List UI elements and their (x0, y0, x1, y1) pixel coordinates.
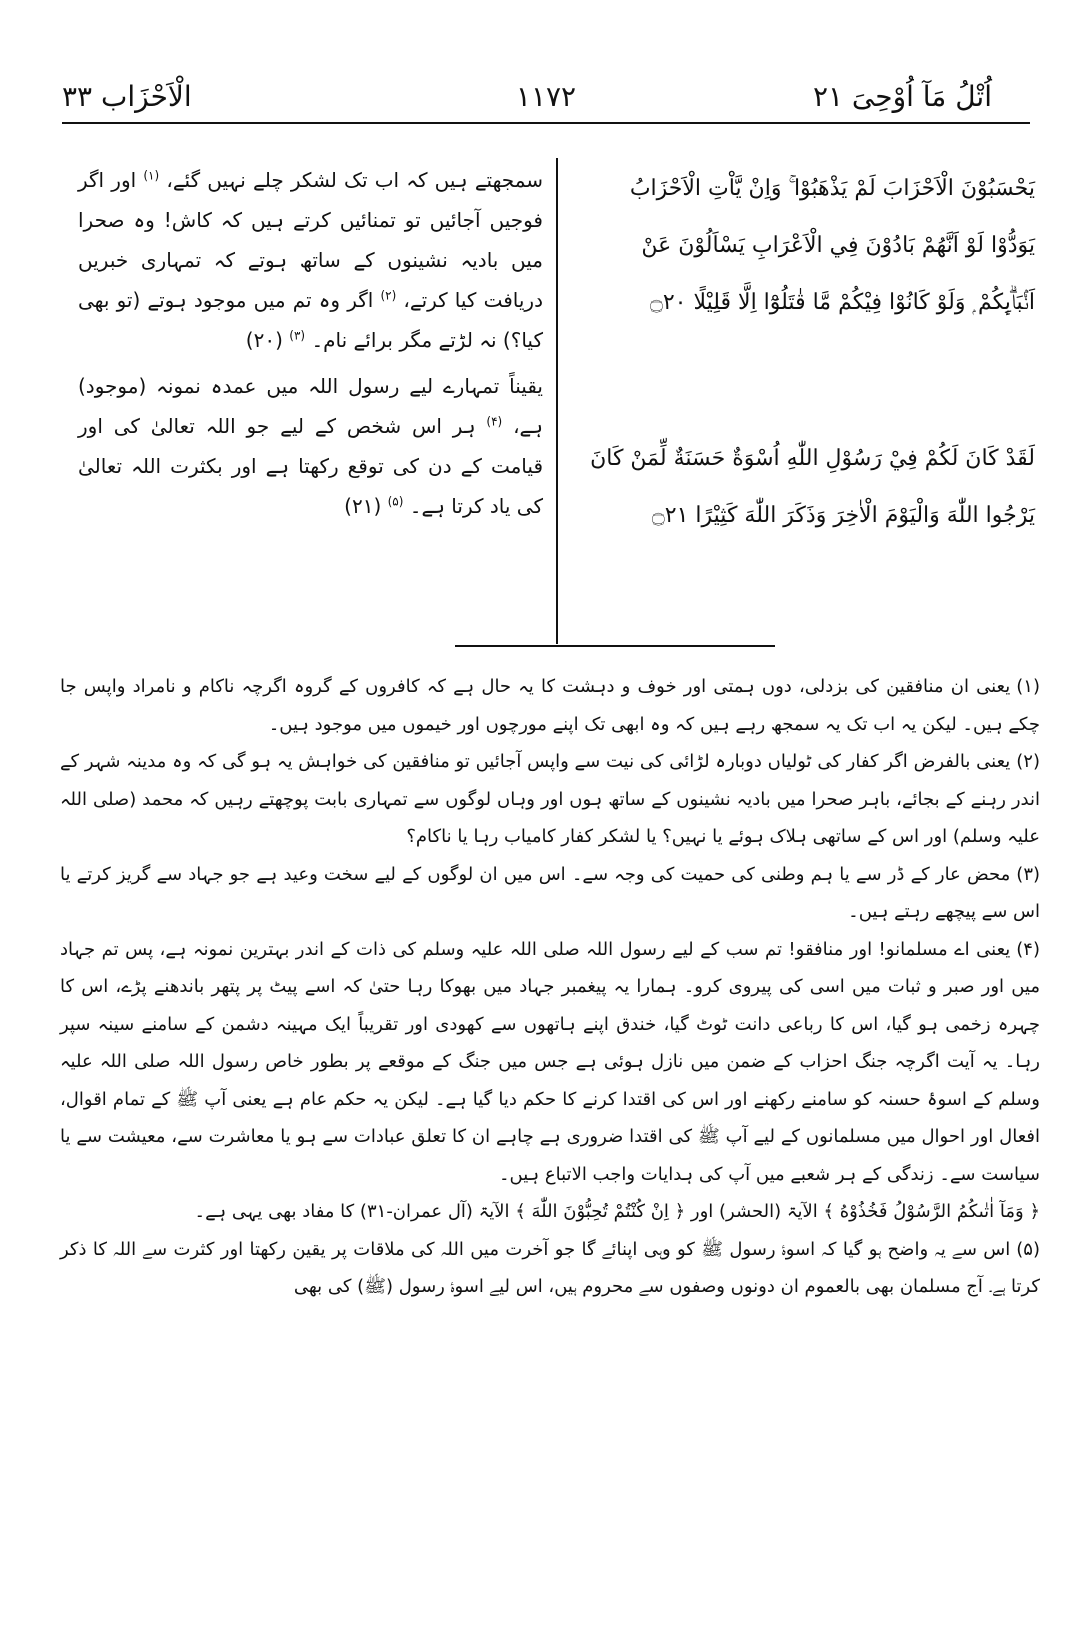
translation-text: اگر وہ تم میں موجود ہوتے (تو بھی کیا؟) نہ لڑتے مگر برائے نام۔ (78, 288, 543, 352)
translation-column (78, 160, 543, 526)
surah-title: الْاَحْزَاب ۳۳ (62, 80, 192, 113)
footnote-text: یعنی بالفرض اگر کفار کی ٹولیاں دوبارہ لڑائی کی نیت سے واپس آجائیں تو منافقین کی خواہش یہ ہو گی کہ وہ مدینہ شہر کے اندر رہنے کے بجائے، باہر صحرا میں بادیہ نشینوں کے ساتھ ہوں اور وہاں لوگوں سے تمہاری بابت پوچھتے رہیں کہ محمد (صلی اللہ علیہ وسلم) اور اس کے ساتھی ہلاک ہوئے یا نہیں؟ یا لشکر کفار کامیاب رہا یا ناکام؟ (60, 751, 1040, 847)
verse-20-translation (78, 160, 543, 360)
ayah-number-21: (۲۱) (344, 494, 382, 518)
header-rule (62, 122, 1030, 124)
footnote-5 (60, 1231, 1040, 1306)
footnote-1 (60, 668, 1040, 743)
footnote-text: یعنی اے مسلمانو! اور منافقو! تم سب کے لیے رسول اللہ صلی اللہ علیہ وسلم کی ذات کے اندر بہترین نمونہ ہے، پس تم جہاد میں اور صبر و ثبات میں اسی کی پیروی کرو۔ ہمارا یہ پیغمبر جہاد میں بھوکا رہا حتیٰ کہ اسے پیٹ پر پتھر باندھنے پڑے، اس کا چہرہ زخمی ہو گیا، اس کا رباعی دانت ٹوٹ گیا، خندق اپنے ہاتھوں سے کھودی اور تقریباً ایک مہینہ دشمن کے سامنے سینہ سپر رہا۔ یہ آیت اگرچہ جنگ احزاب کے ضمن میں نازل ہوئی ہے جس میں جنگ کے موقعے پر بطور خاص رسول اللہ صلی اللہ علیہ وسلم کے اسوۂ حسنہ کو سامنے رکھنے اور اس کی اقتدا کرنے کا حکم دیا گیا ہے۔ لیکن یہ حکم عام ہے یعنی آپ ﷺ کے تمام اقوال، افعال اور احوال میں مسلمانوں کے لیے آپ ﷺ کی اقتدا ضروری ہے چاہے ان کا تعلق عبادات سے ہو یا معاشرت سے، معیشت سے یا سیاست سے۔ زندگی کے ہر شعبے میں آپ کی ہدایات واجب الاتباع ہیں۔ (60, 938, 1040, 1185)
footnote-text: محض عار کے ڈر سے یا ہم وطنی کی حمیت کی وجہ سے۔ اس میں ان لوگوں کے لیے سخت وعید ہے جو جہاد سے گریز کرتے یا اس سے پیچھے رہتے ہیں۔ (60, 863, 1040, 922)
footnote-ref-5[interactable]: (۵) (387, 494, 404, 509)
footnote-text: اس سے یہ واضح ہو گیا کہ اسوۂ رسول ﷺ کو وہی اپنائے گا جو آخرت میں اللہ کی ملاقات پر یقین رکھتا اور کثرت سے اللہ کا ذکر کرتا ہے۔ آج مسلمان بھی بالعموم ان دونوں وصفوں سے محروم ہیں، اس لیے اسوۂ رسول (ﷺ) کی بھی (60, 1238, 1040, 1297)
footnote-ref-3[interactable]: (۳) (289, 328, 306, 343)
column-divider (556, 158, 558, 644)
footnotes (60, 668, 1040, 1306)
footnote-text: یعنی ان منافقین کی بزدلی، دوں ہمتی اور خوف و دہشت کا یہ حال ہے کہ کافروں کے گروہ اگرچہ ناکام و نامراد واپس جا چکے ہیں۔ لیکن یہ اب تک یہ سمجھ رہے ہیں کہ وہ ابھی تک اپنے مورچوں اور خیموں میں موجود ہیں۔ (60, 676, 1040, 735)
footnote-ref-1[interactable]: (۱) (143, 168, 160, 183)
verse-21-translation (78, 366, 543, 526)
juz-title: اُتْلُ مَآ اُوْحِیَ ۲۱ (812, 80, 992, 113)
verse-20-arabic: يَحْسَبُوْنَ الْاَحْزَابَ لَمْ يَذْهَبُوْا ۚ وَاِنْ يَّاْتِ الْاَحْزَابُ يَوَدُّوْا لَوْ اَنَّهُمْ بَادُوْنَ فِي الْاَعْرَابِ يَسْاَلُوْنَ عَنْ اَنْۢبَاۗىِٕكُمْ ۭ وَلَوْ كَانُوْا فِيْكُمْ مَّا قٰتَلُوْٓا اِلَّا قَلِيْلًا ۝۲۰ (629, 176, 1035, 315)
footnote-4-quran-refs: ﴿ وَمَآ اٰتٰىكُمُ الرَّسُوْلُ فَخُذُوْهُ ﴾ الآیۃ (الحشر) اور ﴿ اِنْ كُنْتُمْ تُحِبُّوْنَ اللّٰهَ ﴾ الآیۃ (آل عمران-۳۱) کا مفاد بھی یہی ہے۔ (194, 1201, 1040, 1222)
footnote-label: (۱) (1016, 676, 1040, 697)
footnote-label: (۲) (1016, 751, 1040, 772)
translation-text: ہر اس شخص کے لیے جو اللہ تعالیٰ کی اور قیامت کے دن کی توقع رکھتا ہے اور بکثرت اللہ تعالیٰ کی یاد کرتا ہے۔ (78, 414, 543, 518)
translation-text: اور اگر فوجیں آجائیں تو تمنائیں کرتے ہیں کہ کاش! وہ صحرا میں بادیہ نشینوں کے ساتھ ہوتے کہ تمہاری خبریں دریافت کیا کرتے، (78, 168, 543, 312)
footnote-3 (60, 856, 1040, 931)
translation-text: سمجھتے ہیں کہ اب تک لشکر چلے نہیں گئے، (166, 168, 544, 192)
translation-text: یقیناً تمہارے لیے رسول اللہ میں عمدہ نمونہ (موجود) ہے، (78, 374, 543, 438)
footnote-label: (۳) (1016, 863, 1041, 885)
footnote-label: (۵) (1016, 1238, 1040, 1260)
ayah-number-20: (۲۰) (245, 328, 283, 352)
footnote-label: (۴) (1016, 938, 1040, 960)
verse-21-arabic: لَقَدْ كَانَ لَكُمْ فِيْ رَسُوْلِ اللّٰهِ اُسْوَةٌ حَسَنَةٌ لِّمَنْ كَانَ يَرْجُوا اللّٰهَ وَالْيَوْمَ الْاٰخِرَ وَذَكَرَ اللّٰهَ كَثِيْرًا ۝۲۱ (590, 446, 1035, 528)
footnote-rule (455, 645, 775, 647)
footnote-2 (60, 743, 1040, 856)
footnote-ref-4[interactable]: (۴) (486, 414, 503, 429)
footnote-4 (60, 931, 1040, 1194)
footnote-ref-2[interactable]: (۲) (380, 288, 397, 303)
page-number: ۱۱۷۲ (515, 80, 577, 113)
